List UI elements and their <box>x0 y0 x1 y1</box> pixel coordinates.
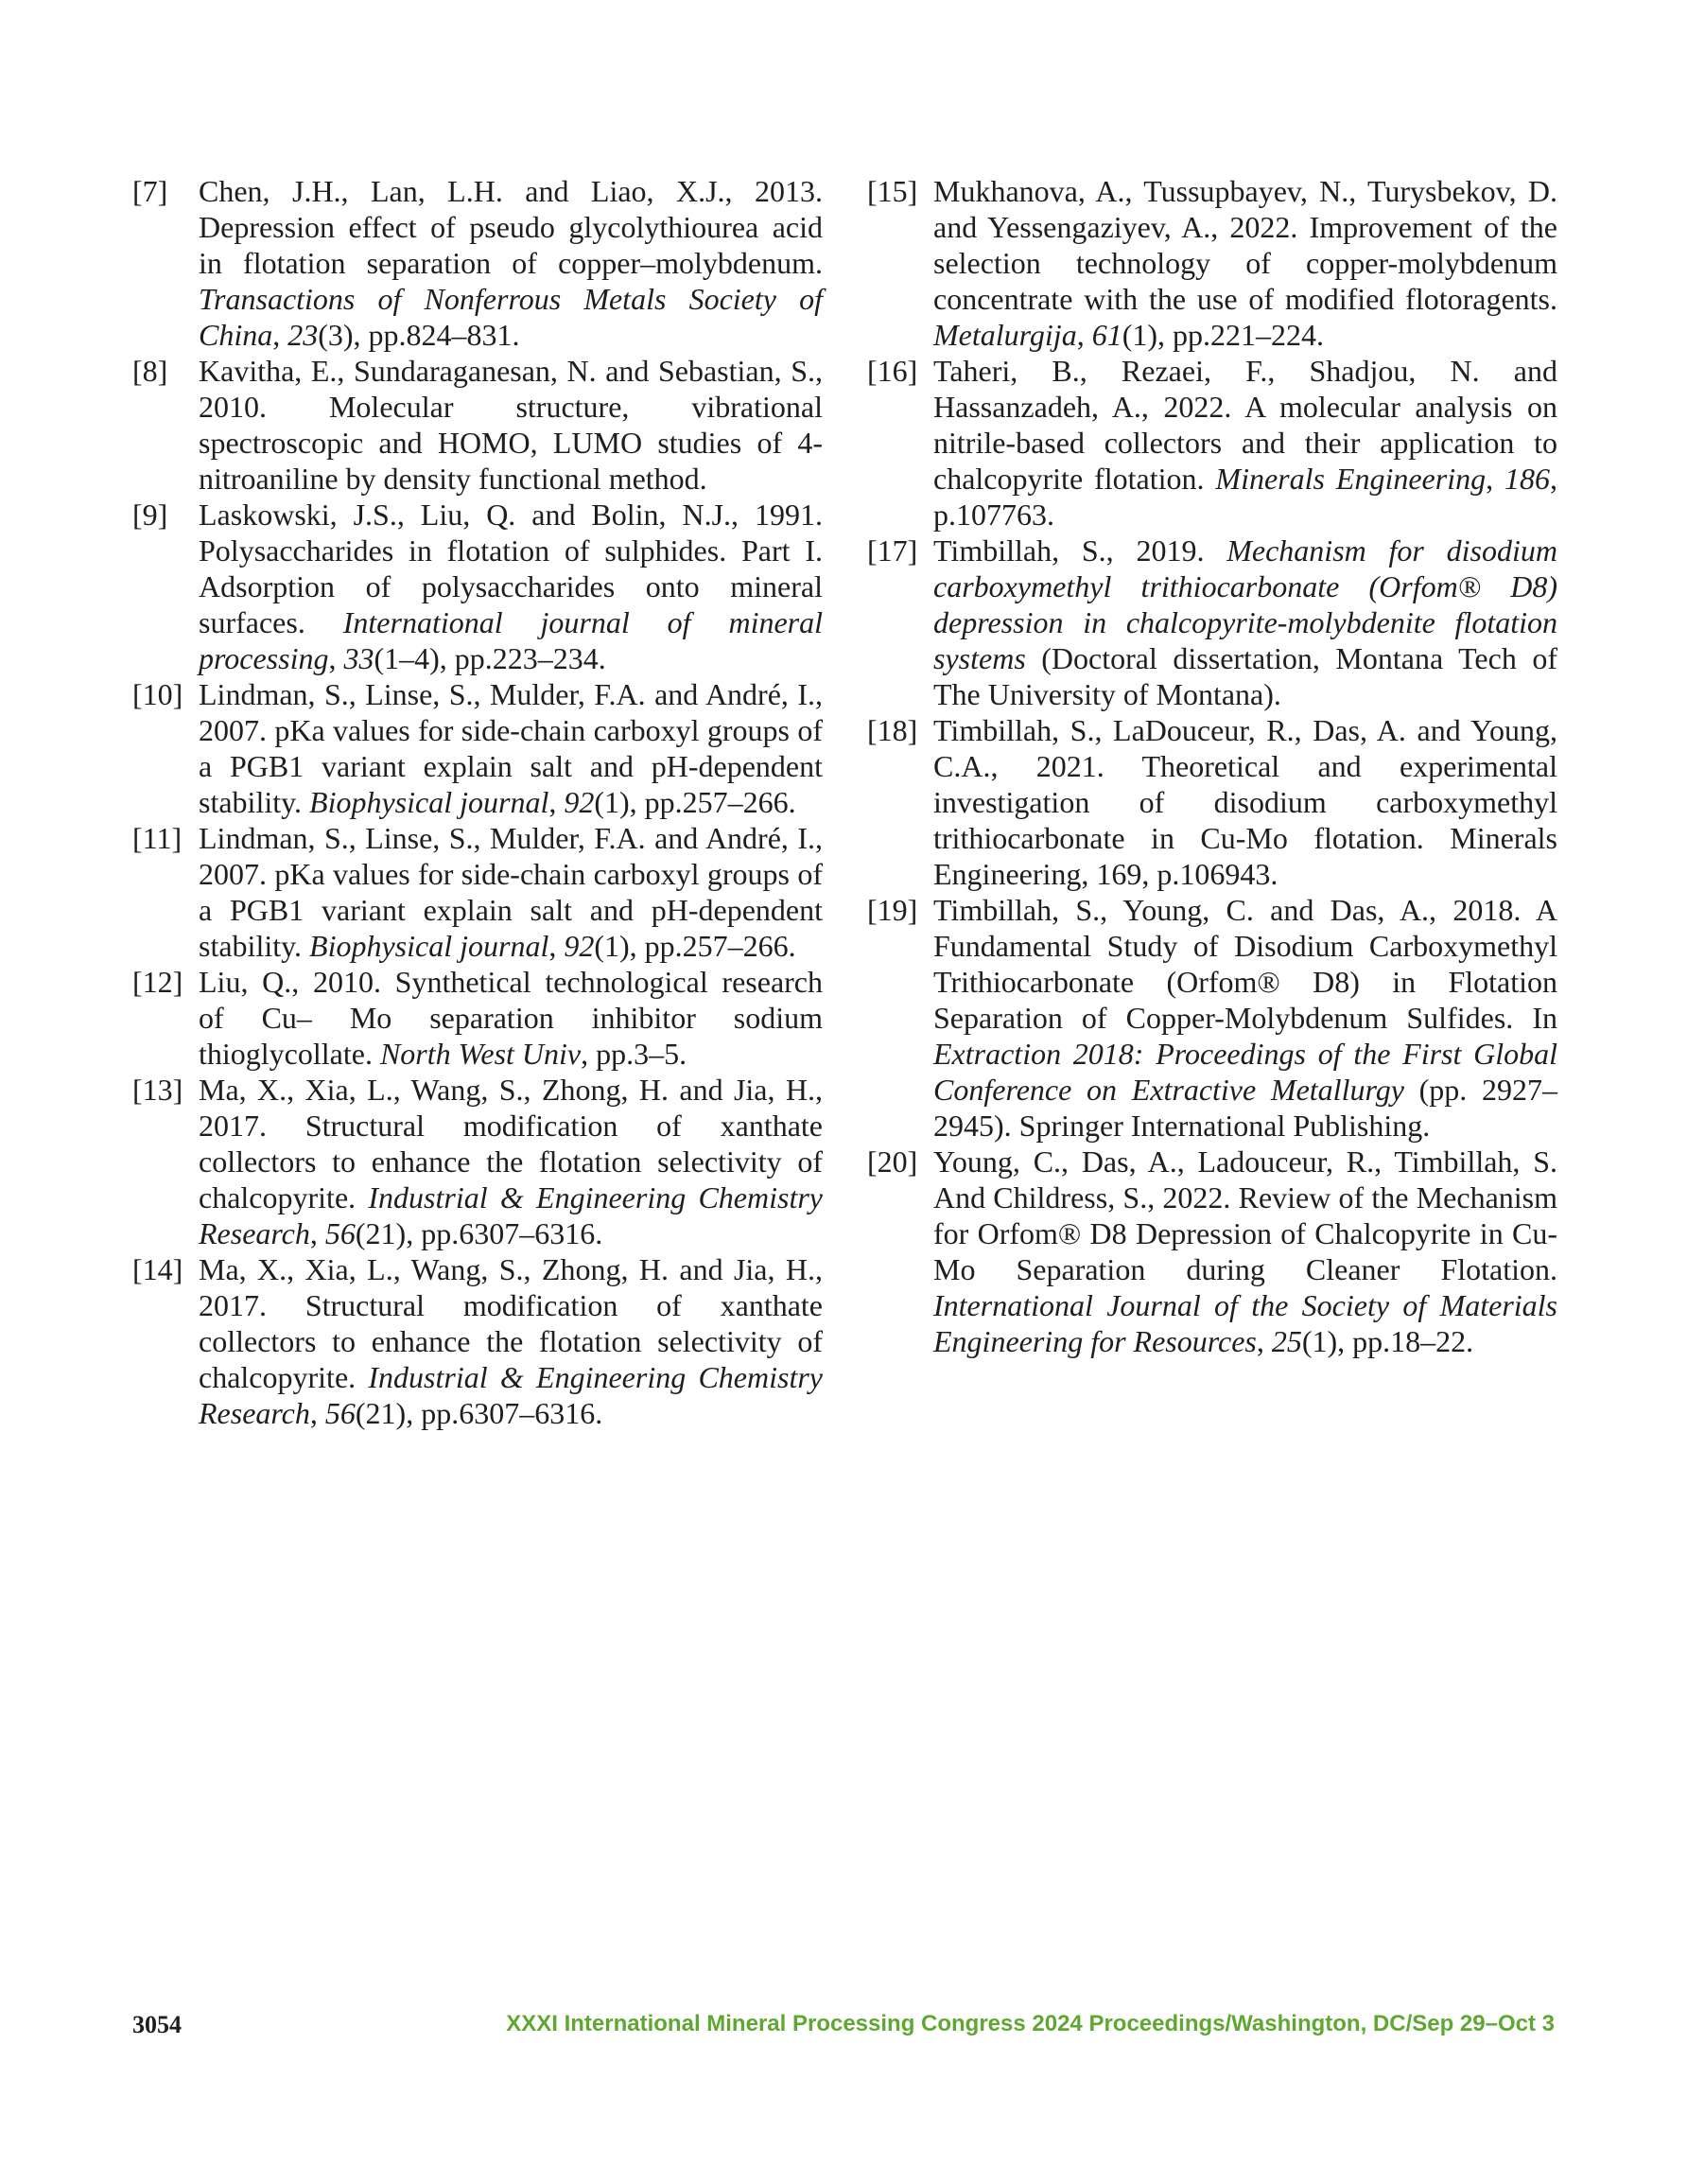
reference-item <box>867 712 1557 892</box>
reference-italic-text: Extraction 2018: Proceedings of the First Global Conference on Extractive Metallurgy <box>933 1037 1557 1107</box>
reference-italic-text: 25 <box>1271 1324 1302 1358</box>
reference-plain-text: Kavitha, E., Sundaraganesan, N. and Sebastian, S., 2010. Molecular structure, vibrational spectroscopic and HOMO, LUMO studies of 4-nitroaniline by density functional method. <box>199 354 823 496</box>
reference-plain-text: Ma, X., Xia, L., Wang, S., Zhong, H. and Jia, H., 2017. Structural modification of xanthate collectors to enhance the flotation selectivity of chalcopyrite. <box>199 1073 823 1214</box>
reference-item <box>867 173 1557 353</box>
reference-number: [20] <box>867 1144 918 1179</box>
reference-number: [10] <box>132 677 183 711</box>
reference-plain-text: (1), pp.221–224. <box>1122 318 1324 352</box>
reference-text <box>199 1073 823 1250</box>
reference-number: [18] <box>867 713 918 747</box>
reference-plain-text: Taheri, B., Rezaei, F., Shadjou, N. and Hassanzadeh, A., 2022. A molecular analysis on nitrile-based collectors and their application to chalcopyrite flotation. <box>933 354 1557 496</box>
reference-italic-text: Industrial & Engineering Chemistry Research <box>199 1360 823 1430</box>
reference-item <box>132 497 823 676</box>
reference-number: [11] <box>132 821 183 855</box>
reference-item <box>132 173 823 353</box>
reference-plain-text: Ma, X., Xia, L., Wang, S., Zhong, H. and Jia, H., 2017. Structural modification of xanthate collectors to enhance the flotation selectivity of chalcopyrite. <box>199 1252 823 1394</box>
reference-text <box>199 354 823 496</box>
reference-text <box>199 498 823 675</box>
reference-italic-text: Transactions of Nonferrous Metals Society of China <box>199 282 823 352</box>
reference-item <box>132 964 823 1072</box>
reference-plain-text: (21), pp.6307–6316. <box>355 1396 603 1430</box>
reference-italic-text: 56 <box>324 1216 356 1250</box>
reference-number: [12] <box>132 965 183 999</box>
reference-plain-text: , <box>272 318 288 352</box>
reference-italic-text: 23 <box>287 318 319 352</box>
reference-plain-text: (1), pp.257–266. <box>594 929 796 963</box>
reference-plain-text: (21), pp.6307–6316. <box>355 1216 603 1250</box>
reference-plain-text: (1–4), pp.223–234. <box>374 641 606 675</box>
reference-plain-text: Liu, Q., 2010. Synthetical technological research of Cu– Mo separation inhibitor sodium thioglycollate. <box>199 965 823 1071</box>
reference-number: [7] <box>132 174 168 208</box>
reference-text <box>199 965 823 1071</box>
reference-number: [15] <box>867 174 918 208</box>
reference-number: [14] <box>132 1252 183 1286</box>
reference-italic-text: Biophysical journal <box>309 785 549 819</box>
reference-text <box>933 533 1557 711</box>
reference-plain-text: (3), pp.824–831. <box>318 318 520 352</box>
reference-number: [8] <box>132 354 168 388</box>
reference-plain-text: Timbillah, S., LaDouceur, R., Das, A. and Young, C.A., 2021. Theoretical and experimental investigation of disodium carboxymethyl trithiocarbonate in Cu-Mo flotation. Minerals Engineering, 169, p.106943. <box>933 713 1557 891</box>
reference-item <box>132 1072 823 1251</box>
reference-plain-text: Mukhanova, A., Tussupbayev, N., Turysbekov, D. and Yessengaziyev, A., 2022. Improvement of the selection technology of copper-molybdenum concentrate with the use of modified flotoragents. <box>933 174 1557 316</box>
reference-italic-text: 33 <box>343 641 374 675</box>
reference-text <box>933 354 1557 532</box>
reference-item <box>867 533 1557 712</box>
reference-italic-text: 92 <box>564 929 595 963</box>
reference-item <box>867 353 1557 533</box>
reference-item <box>132 676 823 820</box>
reference-italic-text: Industrial & Engineering Chemistry Research <box>199 1180 823 1250</box>
reference-item <box>132 1251 823 1431</box>
reference-plain-text: Lindman, S., Linse, S., Mulder, F.A. and André, I., 2007. pKa values for side-chain carboxyl groups of a PGB1 variant explain salt and pH-dependent stability. <box>199 677 823 819</box>
reference-plain-text: , <box>309 1216 325 1250</box>
reference-plain-text: Chen, J.H., Lan, L.H. and Liao, X.J., 2013. Depression effect of pseudo glycolythiourea acid in flotation separation of copper–molybdenum. <box>199 174 823 280</box>
reference-text <box>933 893 1557 1143</box>
reference-italic-text: Minerals Engineering <box>1215 462 1487 496</box>
references-column-right <box>867 173 1557 1359</box>
reference-italic-text: 92 <box>564 785 595 819</box>
reference-plain-text: Lindman, S., Linse, S., Mulder, F.A. and André, I., 2007. pKa values for side-chain carboxyl groups of a PGB1 variant explain salt and pH-dependent stability. <box>199 821 823 963</box>
references-column-left <box>132 173 823 1431</box>
reference-number: [16] <box>867 354 918 388</box>
reference-text <box>933 174 1557 352</box>
reference-plain-text: (Doctoral dissertation, Montana Tech of The University of Montana). <box>933 641 1557 711</box>
reference-number: [9] <box>132 498 168 532</box>
footer-conference-title: XXXI International Mineral Processing Congress 2024 Proceedings/Washington, DC/Sep 29–Oct 3 <box>506 2011 1555 2036</box>
reference-plain-text: (1), pp.257–266. <box>594 785 796 819</box>
reference-italic-text: Metalurgija <box>933 318 1077 352</box>
reference-plain-text: , <box>328 641 344 675</box>
reference-plain-text: (1), pp.18–22. <box>1301 1324 1474 1358</box>
reference-item <box>867 1144 1557 1359</box>
reference-item <box>867 892 1557 1144</box>
reference-italic-text: International journal of mineral processing <box>199 605 823 675</box>
reference-italic-text: Biophysical journal <box>309 929 549 963</box>
reference-number: [13] <box>132 1073 183 1107</box>
reference-text <box>933 713 1557 891</box>
reference-plain-text: (pp. 2927–2945). Springer International Publishing. <box>933 1073 1558 1143</box>
reference-number: [17] <box>867 533 918 568</box>
reference-text <box>199 1252 823 1430</box>
reference-plain-text: Laskowski, J.S., Liu, Q. and Bolin, N.J., 1991. Polysaccharides in flotation of sulphides. Part I. Adsorption of polysaccharides onto mineral surfaces. <box>199 498 823 639</box>
reference-italic-text: North West Univ <box>379 1037 582 1071</box>
reference-italic-text: 186 <box>1504 462 1551 496</box>
reference-italic-text: 61 <box>1091 318 1122 352</box>
reference-plain-text: , <box>309 1396 325 1430</box>
reference-plain-text: , <box>1256 1324 1272 1358</box>
reference-plain-text: , pp.3–5. <box>581 1037 687 1071</box>
reference-plain-text: Timbillah, S., 2019. <box>933 533 1227 568</box>
reference-item <box>132 353 823 497</box>
reference-text <box>199 174 823 352</box>
reference-text <box>199 821 823 963</box>
reference-italic-text: International Journal of the Society of Materials Engineering for Resources <box>933 1288 1557 1358</box>
page-number: 3054 <box>132 2011 182 2038</box>
reference-plain-text: , <box>548 785 565 819</box>
reference-item <box>132 820 823 964</box>
reference-plain-text: , <box>548 929 565 963</box>
reference-number: [19] <box>867 893 918 927</box>
reference-plain-text: Timbillah, S., Young, C. and Das, A., 2018. A Fundamental Study of Disodium Carboxymethyl Trithiocarbonate (Orfom® D8) in Flotation Separation of Copper-Molybdenum Sulfides. In <box>933 893 1557 1035</box>
reference-italic-text: 56 <box>324 1396 356 1430</box>
reference-text <box>199 677 823 819</box>
reference-plain-text: Young, C., Das, A., Ladouceur, R., Timbillah, S. And Childress, S., 2022. Review of the Mechanism for Orfom® D8 Depression of Chalcopyrite in Cu-Mo Separation during Cleaner Flotation. <box>933 1144 1557 1286</box>
reference-plain-text: , <box>1076 318 1092 352</box>
reference-plain-text: , <box>1486 462 1505 496</box>
reference-italic-text: Mechanism for disodium carboxymethyl trithiocarbonate (Orfom® D8) depression in chalcopyrite-molybdenite flotation systems <box>933 533 1558 675</box>
reference-plain-text: , p.107763. <box>933 462 1558 532</box>
reference-text <box>933 1144 1557 1358</box>
